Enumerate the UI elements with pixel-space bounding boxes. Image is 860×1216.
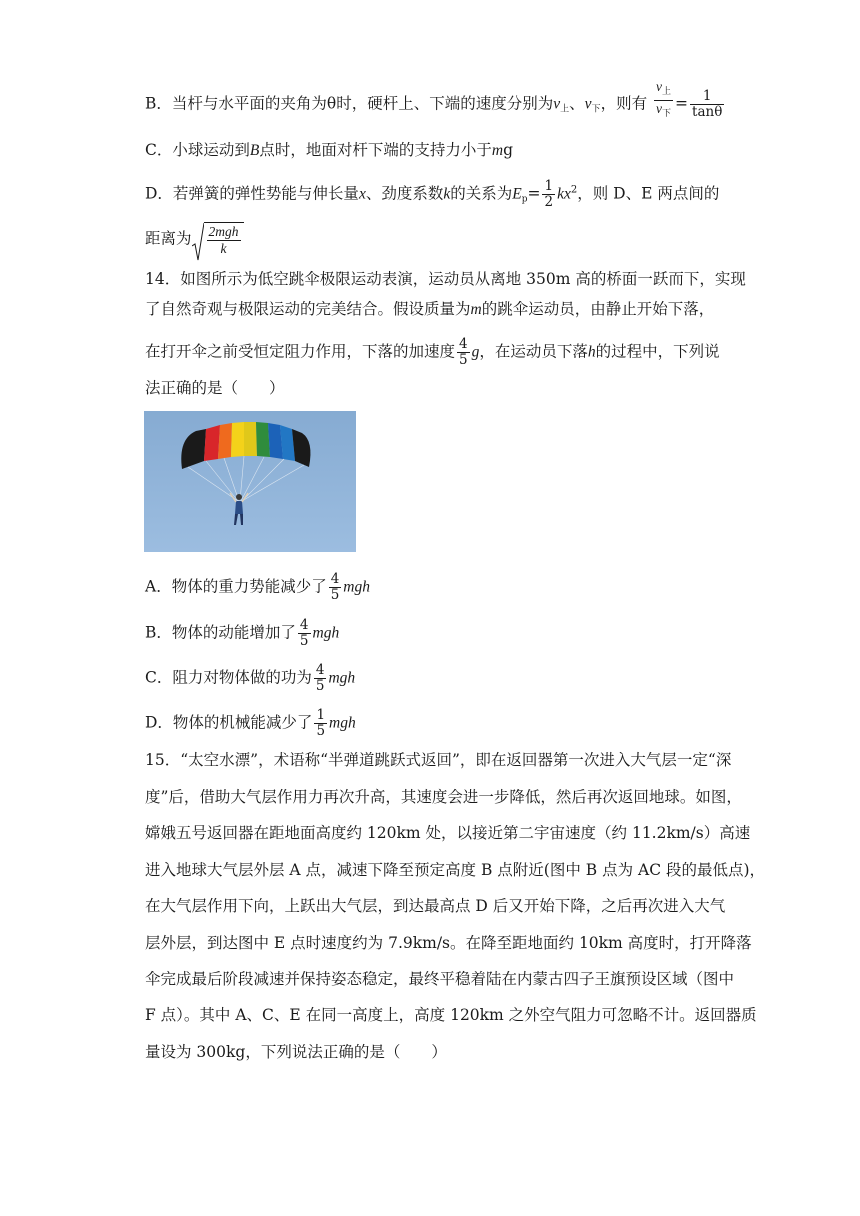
- q14-line4: 法正确的是（ ）: [145, 379, 285, 397]
- q14-line2: [145, 298, 714, 321]
- ratio-den-v: v: [656, 101, 663, 116]
- v-upper: v: [553, 95, 561, 113]
- ratio-den-sub: 下: [662, 109, 672, 119]
- q13-d-text4: ，则 D、E 两点间的: [577, 184, 720, 203]
- q14-d-label: D．物体的机械能减少了: [145, 713, 313, 732]
- q14-d-num: 1: [316, 707, 326, 723]
- point-b: B: [249, 142, 260, 159]
- q13-option-d: [145, 179, 719, 211]
- var-k: k: [443, 185, 451, 203]
- mass-m: m: [491, 142, 504, 159]
- q14-d-expr: mgh: [329, 714, 356, 732]
- q14-line1: 14．如图所示为低空跳伞极限运动表演，运动员从离地 350m 高的桥面一跃而下，实现: [145, 270, 746, 288]
- equals: =: [527, 184, 541, 203]
- q13-c-rest: 点时，地面对杆下端的支持力小于: [259, 141, 492, 159]
- q14-b-label: B．物体的动能增加了: [145, 623, 296, 642]
- ep-sub: p: [521, 194, 528, 205]
- q15-line-5: 在大气层作用下向，上跃出大气层，到达最高点 D 后又开始下降，之后再次进入大气: [145, 897, 726, 915]
- sep: 、: [569, 94, 585, 113]
- var-ep: E: [512, 185, 522, 203]
- q15-line-6: 层外层，到达图中 E 点时速度约为 7.9km/s。在降至距地面约 10km 高度时，打开降落: [145, 934, 752, 952]
- q14-b-num: 4: [299, 617, 309, 633]
- q14-b-frac: [298, 618, 311, 649]
- q14-d-frac: [314, 708, 327, 739]
- var-kx: kx: [557, 185, 571, 203]
- q14-g: g: [471, 343, 480, 361]
- q14-a-den: 5: [330, 587, 340, 603]
- q15-line-9: 量设为 300kg，下列说法正确的是（ ）: [145, 1043, 447, 1061]
- q15-line-4: 进入地球大气层外层 A 点，减速下降至预定高度 B 点附近(图中 B 点为 AC 段的最低点)，: [145, 861, 766, 879]
- tan-num: 1: [690, 89, 724, 105]
- sqrt-expression: [192, 222, 244, 257]
- v-lower: v: [584, 95, 592, 113]
- q15-line-2: 度”后，借助大气层作用力再次升高，其速度会进一步降低，然后再次返回地球。如图，: [145, 788, 742, 806]
- q14-option-b: [145, 618, 339, 649]
- q14-a-num: 4: [330, 571, 340, 587]
- half-den: 2: [544, 194, 554, 210]
- q13-c-text: C．小球运动到: [145, 141, 250, 159]
- q15-line-3: 嫦娥五号返回器在距地面高度约 120km 处，以接近第二宇宙速度（约 11.2km/s）高速: [145, 824, 751, 842]
- q13-d-text2: 、劲度系数: [365, 184, 444, 203]
- q14-line3-a: 在打开伞之前受恒定阻力作用，下落的加速度: [145, 342, 456, 361]
- q15-line-7: 伞完成最后阶段减速并保持姿态稳定，最终平稳着陆在内蒙古四子王旗预设区域（图中: [145, 970, 735, 988]
- q13-d-text1: D．若弹簧的弹性势能与伸长量: [145, 184, 359, 203]
- tan-den: tanθ: [692, 104, 723, 120]
- sub-lower: 下: [591, 104, 601, 115]
- q15-line-8: F 点）。其中 A、C、E 在同一高度上，高度 120km 之外空气阻力可忽略不计。返回器质: [145, 1006, 757, 1024]
- q14-b-den: 5: [299, 633, 309, 649]
- q14-option-d: [145, 708, 356, 739]
- q14-m: m: [470, 301, 482, 318]
- q14-c-expr: mgh: [328, 669, 356, 687]
- sub-upper: 上: [560, 104, 570, 115]
- ratio-num-sub: 上: [662, 87, 672, 97]
- q14-line2-text: 了自然奇观与极限运动的完美结合。假设质量为: [145, 300, 471, 318]
- q15-line-1: 15．“太空水漂”，术语称“半弹道跳跃式返回”，即在返回器第一次进入大气层一定“深: [145, 751, 732, 769]
- q13-option-d-line2: [145, 222, 244, 257]
- then-text: ，则有: [600, 94, 648, 113]
- q14-a-frac: [329, 572, 342, 603]
- q14-h: h: [587, 343, 596, 361]
- parachute-illustration: [144, 411, 356, 552]
- sqrt-num: 2mgh: [208, 224, 239, 239]
- ratio-num-v: v: [656, 79, 663, 94]
- q13-option-c: [145, 139, 513, 162]
- q13-option-b: B．当杆与水平面的夹角为θ时，硬杆上、下端的速度分别为$v_上$、$v_下$，则有 $\frac{v_上}{v_下}$ = $\frac{1}{\tan\theta}$: [145, 79, 723, 120]
- parachute-photo: [144, 411, 356, 552]
- q13-d-line2-text: 距离为: [145, 229, 192, 248]
- q14-option-c: [145, 663, 355, 694]
- radical-sign: [192, 222, 204, 262]
- accel-den: 5: [459, 352, 468, 368]
- velocity-ratio: [654, 79, 673, 122]
- accel-num: 4: [459, 336, 468, 352]
- q13-b-text: B．当杆与水平面的夹角为θ时，硬杆上、下端的速度分别为: [145, 94, 554, 113]
- q14-line3: [145, 337, 720, 368]
- g-letter: g: [503, 141, 513, 159]
- q14-c-den: 5: [315, 678, 325, 694]
- q14-c-num: 4: [315, 662, 325, 678]
- q13-d-text3: 的关系为: [450, 184, 513, 203]
- q14-line2-rest: 的跳伞运动员，由静止开始下落，: [481, 300, 715, 318]
- q14-line3-b: ，在运动员下落: [479, 342, 588, 361]
- q14-a-expr: mgh: [343, 578, 370, 596]
- var-x: x: [358, 185, 366, 203]
- square: 2: [570, 184, 578, 196]
- sqrt-den: k: [220, 241, 227, 256]
- q14-a-label: A．物体的重力势能减少了: [145, 577, 327, 596]
- q14-d-den: 5: [316, 723, 326, 739]
- tan-fraction: [690, 89, 724, 120]
- q14-c-frac: [314, 663, 327, 694]
- q14-line3-c: 的过程中，下列说: [595, 342, 720, 361]
- half-num: 1: [544, 178, 554, 194]
- q14-b-expr: mgh: [312, 624, 340, 642]
- half-fraction: [542, 179, 555, 210]
- accel-fraction: [457, 337, 470, 368]
- q14-option-a: [145, 572, 370, 603]
- q14-c-label: C．阻力对物体做的功为: [145, 668, 312, 687]
